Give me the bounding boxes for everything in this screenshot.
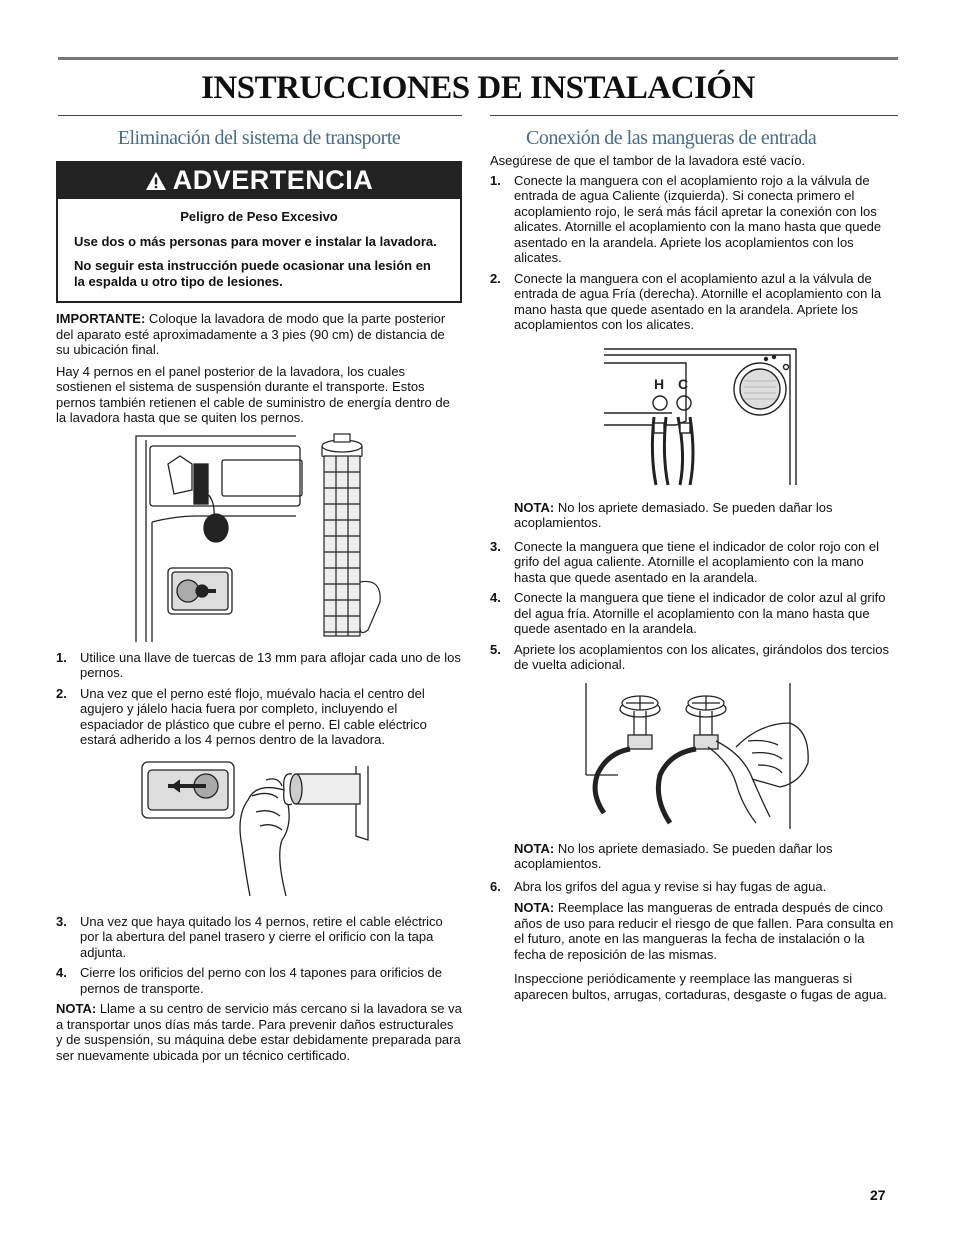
list-item: 4. Conecte la manguera que tiene el indicador de color azul al grifo del agua fría. Atornille el acoplamiento con la mano hasta que quede asentado en la arandela. (490, 590, 886, 636)
important-label: IMPORTANTE: (56, 311, 146, 326)
note-3-text: Reemplace las mangueras de entrada después de cinco años de uso para reducir el riesgo de que fallen. Para consulta en el futuro, anote en las mangueras la fecha de instalación o la fecha de reposición de las mismas. (514, 900, 894, 962)
hoses-intro: Asegúrese de que el tambor de la lavadora esté vacío. (490, 153, 806, 168)
steps-list-right-c (490, 879, 898, 895)
warning-header (58, 163, 460, 199)
note-1-label: NOTA: (514, 499, 555, 515)
list-item: 5. Apriete los acoplamientos con los alicates, girándolos dos tercios de vuelta adicional. (490, 641, 890, 672)
right-column (490, 124, 898, 1002)
valve-label-cold: C (678, 375, 689, 392)
list-item: 1. Utilice una llave de tuercas de 13 mm para aflojar cada uno de los pernos. (56, 649, 461, 680)
pliers-tightening-couplings-illustration (490, 683, 898, 831)
note-2 (490, 841, 898, 872)
warning-body (58, 199, 460, 301)
important-paragraph (56, 311, 462, 358)
note-label: NOTA: (56, 1001, 97, 1016)
warning-box (56, 161, 462, 303)
warning-hazard: Peligro de Peso Excesivo (180, 209, 338, 224)
section-heading-transport: Eliminación del sistema de transporte (117, 127, 401, 149)
top-rule (58, 57, 898, 60)
intro-paragraph: Hay 4 pernos en el panel posterior de la lavadora, los cuales sostienen el sistema de suspensión durante el transporte. Estos pernos también retienen el cable de suministro de energía dentro de la lavadora hasta que se quiten los pernos. (56, 363, 450, 425)
note-2-label: NOTA: (514, 840, 555, 856)
warning-line-1: Use dos o más personas para mover e instalar la lavadora. (74, 233, 437, 249)
warning-line-2: No seguir esta instrucción puede ocasionar una lesión en la espalda u otro tipo de lesiones. (74, 258, 431, 289)
note-3-label: NOTA: (514, 900, 555, 915)
list-item: 3. Conecte la manguera que tiene el indicador de color rojo con el grifo del agua caliente. Atornille el acoplamiento con la mano hasta que quede asentado en la arandela. (490, 538, 879, 585)
steps-list-right-b (490, 539, 898, 673)
page-title: INSTRUCCIONES DE INSTALACIÓN (201, 70, 755, 106)
list-item: 2. Una vez que el perno esté flojo, muévalo hacia el centro del agujero y jálelo hacia fuera por completo, incluyendo el espaciador de plástico que cubre el perno. El cable eléctrico estará adherido a los 4 pernos dentro de la lavadora. (56, 685, 427, 747)
hand-removing-bolt-illustration (56, 756, 462, 906)
list-item: 6. Abra los grifos del agua y revise si hay fugas de agua. (490, 878, 827, 894)
valve-label-hot: H (654, 375, 665, 392)
final-paragraph: Inspeccione periódicamente y reemplace las mangueras si aparecen bultos, arrugas, cortaduras, desgaste o fugas de agua. (514, 971, 887, 1002)
note-paragraph (56, 1001, 462, 1063)
important-text: Coloque la lavadora de modo que la parte posterior del aparato esté aproximadamente a 3 pies (90 cm) de distancia de su ubicación final. (56, 311, 446, 357)
note-1-text: No los apriete demasiado. Se pueden dañar los acoplamientos. (514, 499, 833, 530)
left-column (56, 124, 462, 1063)
list-item: 2. Conecte la manguera con el acoplamiento azul a la válvula de entrada de agua Fría (derecha). Atornille el acoplamiento con la mano hasta que quede asentado en la arandela. Apriete los acoplamientos con los alicates. (490, 270, 882, 332)
warning-triangle-icon (145, 171, 167, 191)
left-rule (58, 115, 462, 116)
warning-title: ADVERTENCIA (172, 165, 374, 196)
section-heading-hoses: Conexión de las mangueras de entrada (526, 127, 817, 149)
note-2-text: No los apriete demasiado. Se pueden dañar los acoplamientos. (514, 840, 833, 871)
list-item: 1. Conecte la manguera con el acoplamiento rojo a la válvula de entrada de agua Caliente (izquierda). Si conecta primero el acoplamiento rojo, le será más fácil apretar la conexión con los alicates. Atornille el acoplamiento con la mano hasta que quede asentado en la arandela. Apriete los acoplamientos con los alicates. (490, 172, 882, 265)
steps-list-left-a (56, 650, 462, 748)
back-panel-bolt-illustration (56, 432, 462, 650)
steps-list-right-a (490, 173, 898, 333)
note-1 (490, 500, 898, 531)
list-item: 3. Una vez que haya quitado los 4 pernos, retire el cable eléctrico por la abertura del panel trasero y cierre el orificio con la tapa adjunta. (56, 913, 443, 960)
list-item: 4. Cierre los orificios del perno con los 4 tapones para orificios de pernos de transporte. (56, 965, 443, 996)
hoses-at-inlet-valves-illustration (490, 345, 898, 489)
steps-list-left-b (56, 914, 462, 997)
right-rule (490, 115, 898, 116)
note-3 (490, 900, 898, 962)
page-number: 27 (870, 1187, 886, 1203)
note-text: Llame a su centro de servicio más cercano si la lavadora se va a transportar unos días más tarde. Para prevenir daños estructurales y de suspensión, su máquina debe estar debidamente preparada para ser nuevamente ubicada por un técnico certificado. (56, 1001, 462, 1063)
